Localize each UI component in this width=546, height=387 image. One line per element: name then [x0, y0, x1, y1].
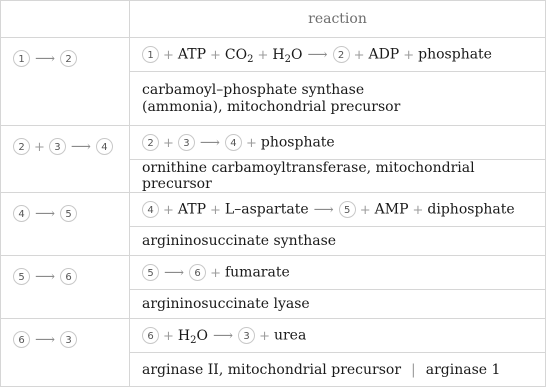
- arrow-icon: ⟶: [35, 268, 56, 285]
- compound-chip: 5: [339, 201, 356, 218]
- enzyme-name: carbamoyl–phosphate synthase (ammonia), mitochondrial precursor: [130, 72, 546, 126]
- compound-chip: 2: [13, 138, 30, 155]
- compound-chip: 5: [142, 264, 159, 281]
- plus-icon: +: [210, 47, 221, 63]
- compound-chip: 3: [49, 138, 66, 155]
- arrow-icon: ⟶: [35, 50, 56, 67]
- pathway-cell: [1, 38, 130, 126]
- arrow-icon: ⟶: [199, 134, 220, 151]
- reaction-equation: [130, 193, 546, 227]
- adp-label: ADP: [368, 46, 400, 63]
- compound-chip: 2: [142, 134, 159, 151]
- compound-chip: 3: [60, 331, 77, 348]
- plus-icon: +: [353, 47, 365, 63]
- pathway-cell: [1, 256, 130, 319]
- compound-chip: 4: [96, 138, 113, 155]
- plus-icon: +: [210, 265, 221, 281]
- h2o-label: $H_2O$: [177, 327, 208, 346]
- compound-chip: 3: [238, 327, 255, 344]
- co2-label: $CO_2$: [224, 46, 254, 65]
- plus-icon: +: [163, 135, 174, 151]
- pathway-cell: [1, 193, 130, 256]
- arrow-icon: ⟶: [164, 264, 185, 281]
- aspartate-label: L–aspartate: [224, 201, 309, 218]
- compound-chip: 6: [13, 331, 30, 348]
- reaction-equation: [130, 126, 546, 160]
- plus-icon: +: [245, 135, 257, 151]
- reaction-equation: [130, 256, 546, 290]
- reaction-header: reaction: [130, 1, 546, 38]
- atp-label: ATP: [177, 201, 207, 218]
- phosphate-label: phosphate: [418, 46, 492, 63]
- plus-icon: +: [34, 139, 45, 155]
- reaction-equation: [130, 38, 546, 72]
- compound-chip: 3: [178, 134, 195, 151]
- table-row: [1, 319, 546, 353]
- compound-chip: 5: [13, 268, 30, 285]
- header-row: [1, 1, 546, 38]
- plus-icon: +: [412, 202, 424, 218]
- arrow-icon: ⟶: [313, 201, 334, 218]
- compound-chip: 6: [60, 268, 77, 285]
- table-row: [1, 126, 546, 160]
- enzyme-name: ornithine carbamoyltransferase, mitochondrial precursor: [130, 160, 546, 193]
- compound-chip: 2: [333, 46, 350, 63]
- compound-chip: 4: [142, 201, 159, 218]
- arrow-icon: ⟶: [35, 205, 56, 222]
- plus-icon: +: [163, 328, 174, 344]
- enzyme-name: [130, 353, 546, 387]
- compound-chip: 6: [142, 327, 159, 344]
- table-row: [1, 38, 546, 72]
- compound-chip: 2: [60, 50, 77, 67]
- enzyme-name-a: arginase II, mitochondrial precursor: [142, 361, 402, 378]
- compound-chip: 1: [142, 46, 159, 63]
- plus-icon: +: [257, 47, 269, 63]
- compound-chip: 6: [189, 264, 206, 281]
- table-row: [1, 193, 546, 227]
- plus-icon: +: [163, 202, 174, 218]
- fumarate-label: fumarate: [224, 264, 290, 281]
- pathway-cell: [1, 126, 130, 193]
- pathway-cell: [1, 319, 130, 387]
- reaction-equation: [130, 319, 546, 353]
- table-row: [1, 256, 546, 290]
- compound-chip: 4: [225, 134, 242, 151]
- compound-chip: 1: [13, 50, 30, 67]
- amp-label: AMP: [374, 201, 409, 218]
- plus-icon: +: [259, 328, 270, 344]
- enzyme-name: argininosuccinate synthase: [130, 227, 546, 256]
- plus-icon: +: [403, 47, 415, 63]
- enzyme-name-b: arginase 1: [425, 361, 501, 378]
- header-empty-cell: [1, 1, 130, 38]
- plus-icon: +: [210, 202, 221, 218]
- arrow-icon: ⟶: [35, 331, 56, 348]
- arrow-icon: ⟶: [212, 327, 234, 344]
- enzyme-name: argininosuccinate lyase: [130, 290, 546, 319]
- h2o-label: $H_2O$: [272, 46, 303, 65]
- arrow-icon: ⟶: [70, 138, 91, 155]
- compound-chip: 5: [60, 205, 77, 222]
- separator: |: [411, 361, 416, 378]
- plus-icon: +: [163, 47, 174, 63]
- diphosphate-label: diphosphate: [427, 201, 515, 218]
- compound-chip: 4: [13, 205, 30, 222]
- plus-icon: +: [359, 202, 371, 218]
- phosphate-label: phosphate: [260, 134, 335, 151]
- atp-label: ATP: [177, 46, 207, 63]
- urea-label: urea: [273, 327, 307, 344]
- arrow-icon: ⟶: [307, 46, 328, 63]
